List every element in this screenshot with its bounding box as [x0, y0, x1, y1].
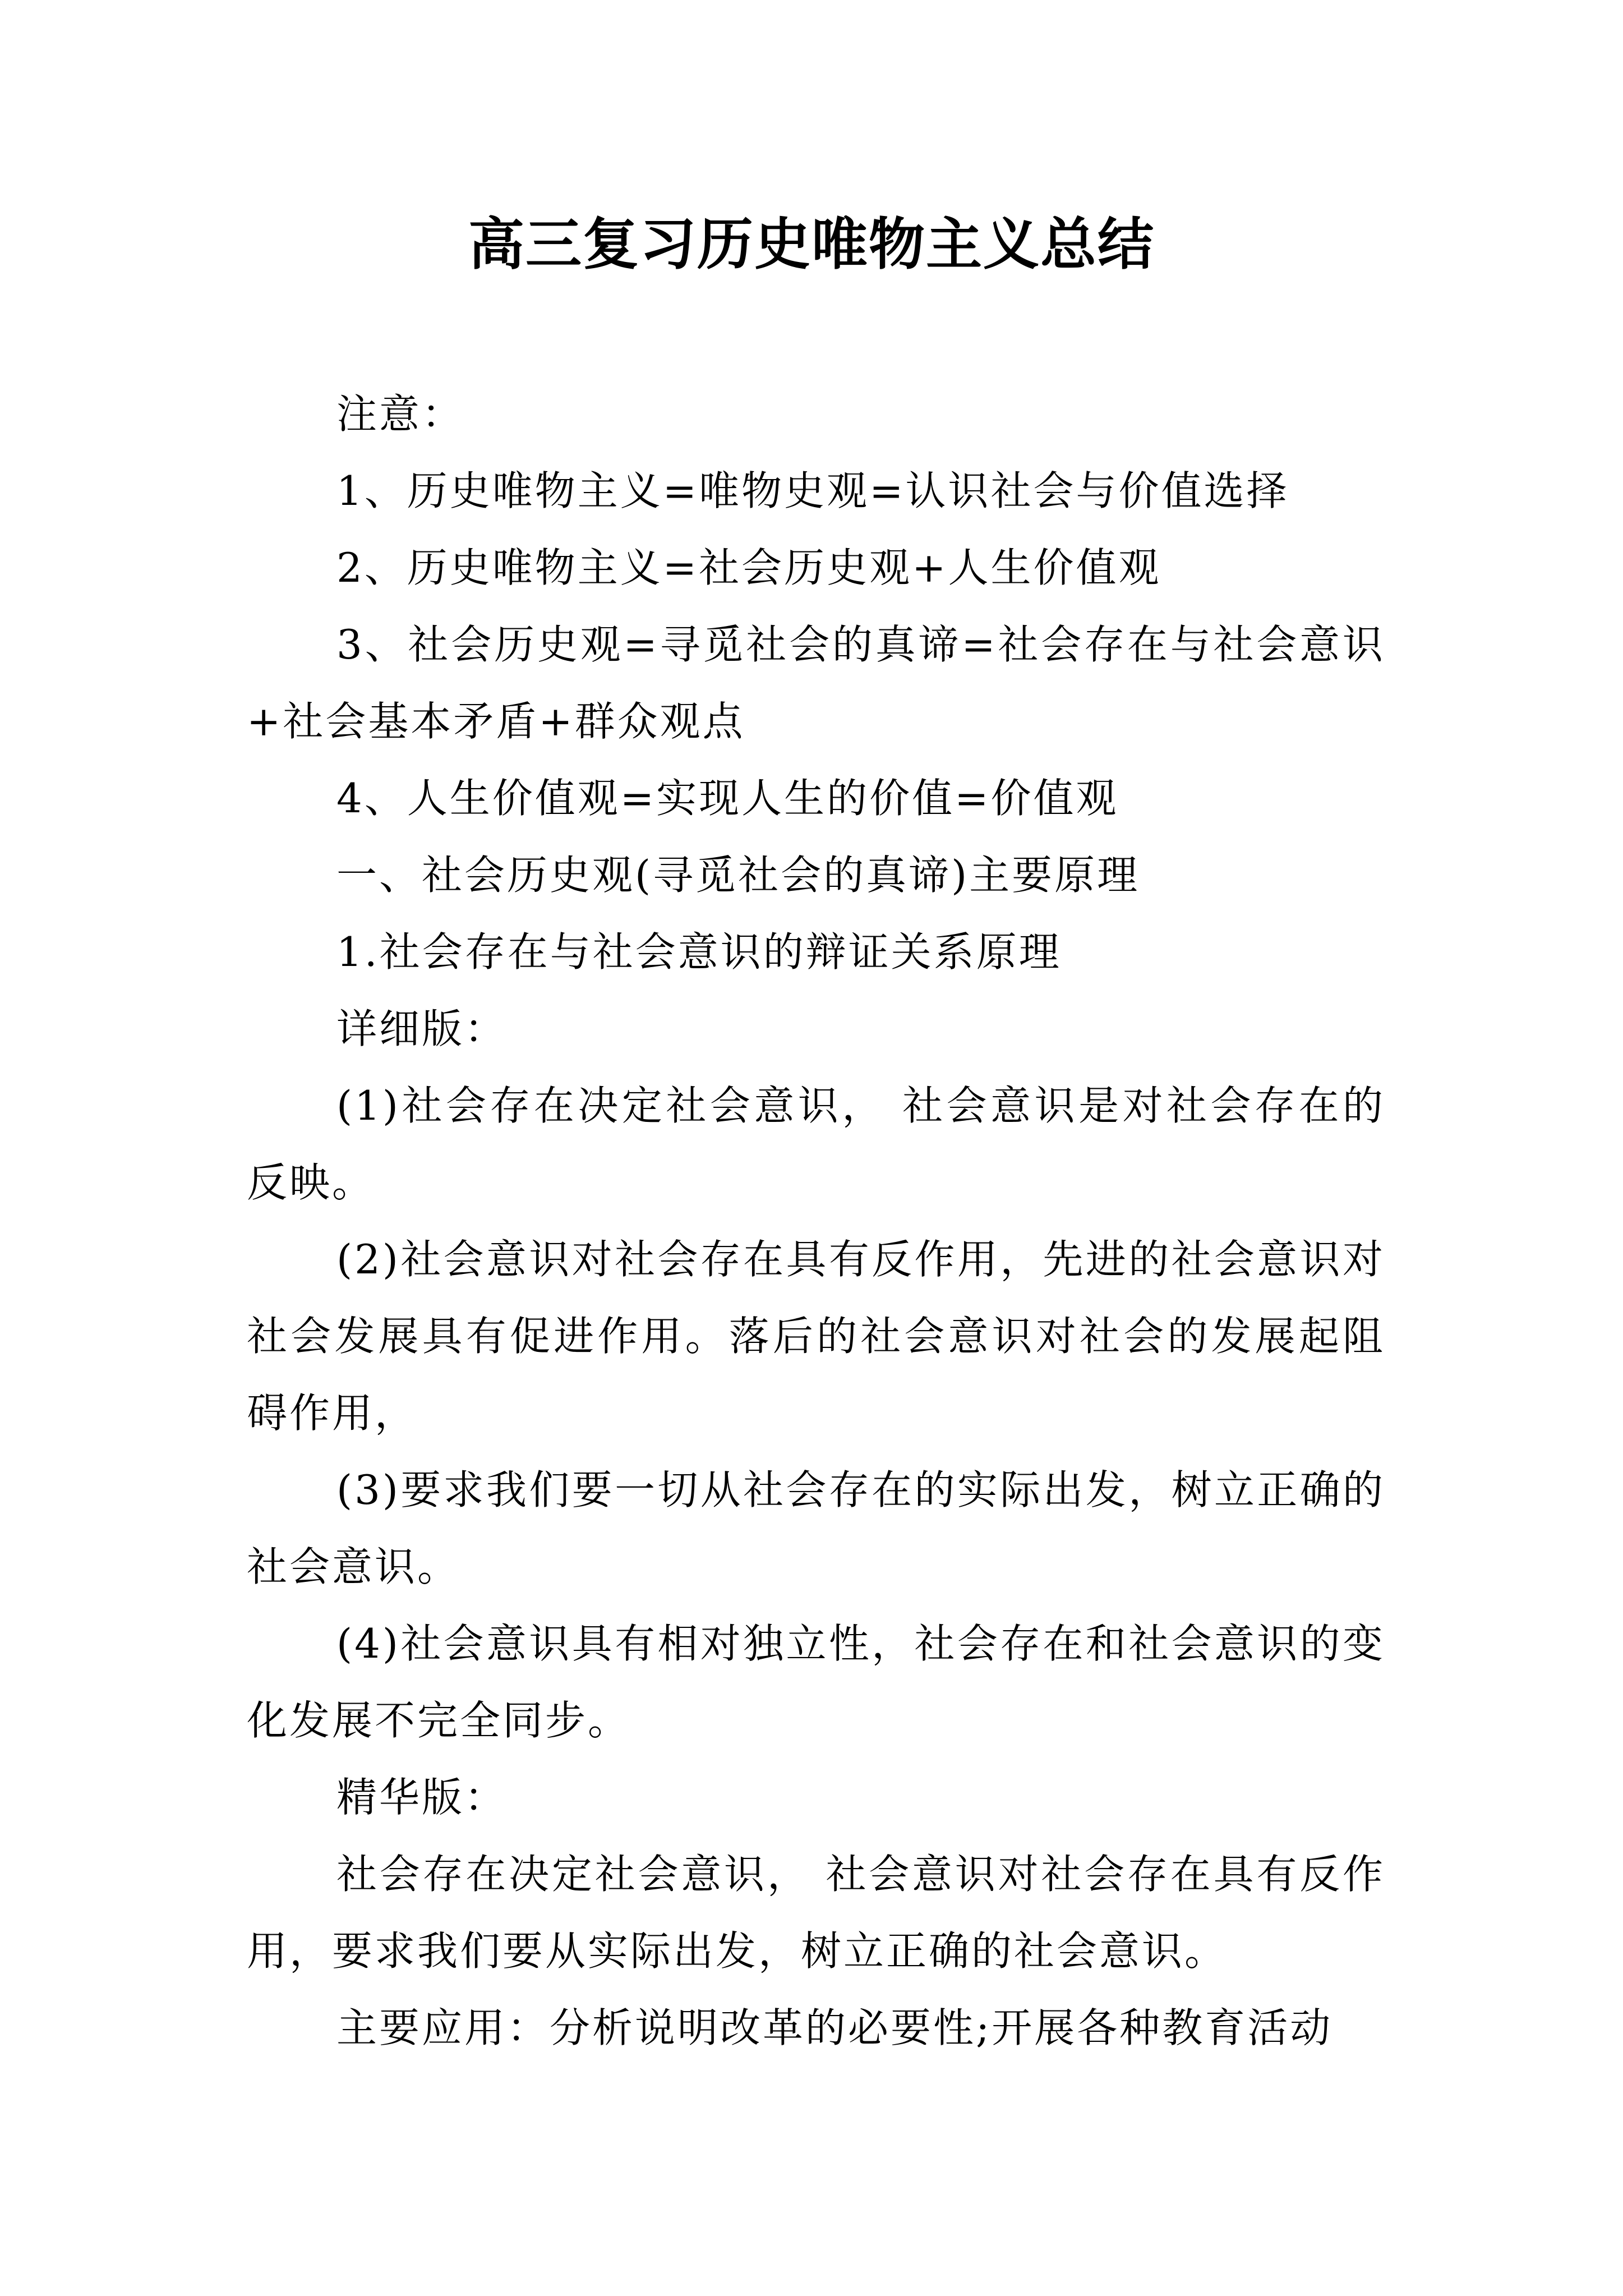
paragraph-note-4: 4、人生价值观=实现人生的价值=价值观 — [336, 775, 1119, 822]
paragraph-note-3: 3、社会历史观=寻觅社会的真谛=社会存在与社会意识+社会基本矛盾+群众观点 — [247, 621, 1385, 745]
document-title: 高三复习历史唯物主义总结 — [468, 211, 1155, 277]
paragraph-summary-label: 精华版： — [336, 1774, 508, 1821]
paragraph-note-1: 1、历史唯物主义=唯物史观=认识社会与价值选择 — [336, 467, 1289, 514]
section-heading: 一、社会历史观(寻觅社会的真谛)主要原理 — [336, 852, 1140, 899]
document-body — [247, 376, 1385, 2067]
paragraph-application: 主要应用：分析说明改革的必要性;开展各种教育活动 — [336, 2004, 1333, 2051]
paragraph-summary: 社会存在决定社会意识， 社会意识对社会存在具有反作用，要求我们要从实际出发，树立正确的社会意识。 — [247, 1851, 1385, 1975]
paragraph-note-2: 2、历史唯物主义=社会历史观+人生价值观 — [336, 544, 1161, 591]
paragraph-note-heading: 注意： — [336, 390, 465, 438]
paragraph-point-3: (3)要求我们要一切从社会存在的实际出发，树立正确的社会意识。 — [247, 1466, 1385, 1590]
paragraph-point-1: (1)社会存在决定社会意识， 社会意识是对社会存在的反映。 — [247, 1082, 1385, 1206]
paragraph-point-4: (4)社会意识具有相对独立性，社会存在和社会意识的变化发展不完全同步。 — [247, 1620, 1385, 1744]
subsection-heading: 1.社会存在与社会意识的辩证关系原理 — [336, 928, 1062, 976]
paragraph-detailed-label: 详细版： — [336, 1005, 508, 1052]
paragraph-point-2: (2)社会意识对社会存在具有反作用，先进的社会意识对社会发展具有促进作用。落后的社会意识对社会的发展起阻碍作用， — [247, 1236, 1385, 1437]
